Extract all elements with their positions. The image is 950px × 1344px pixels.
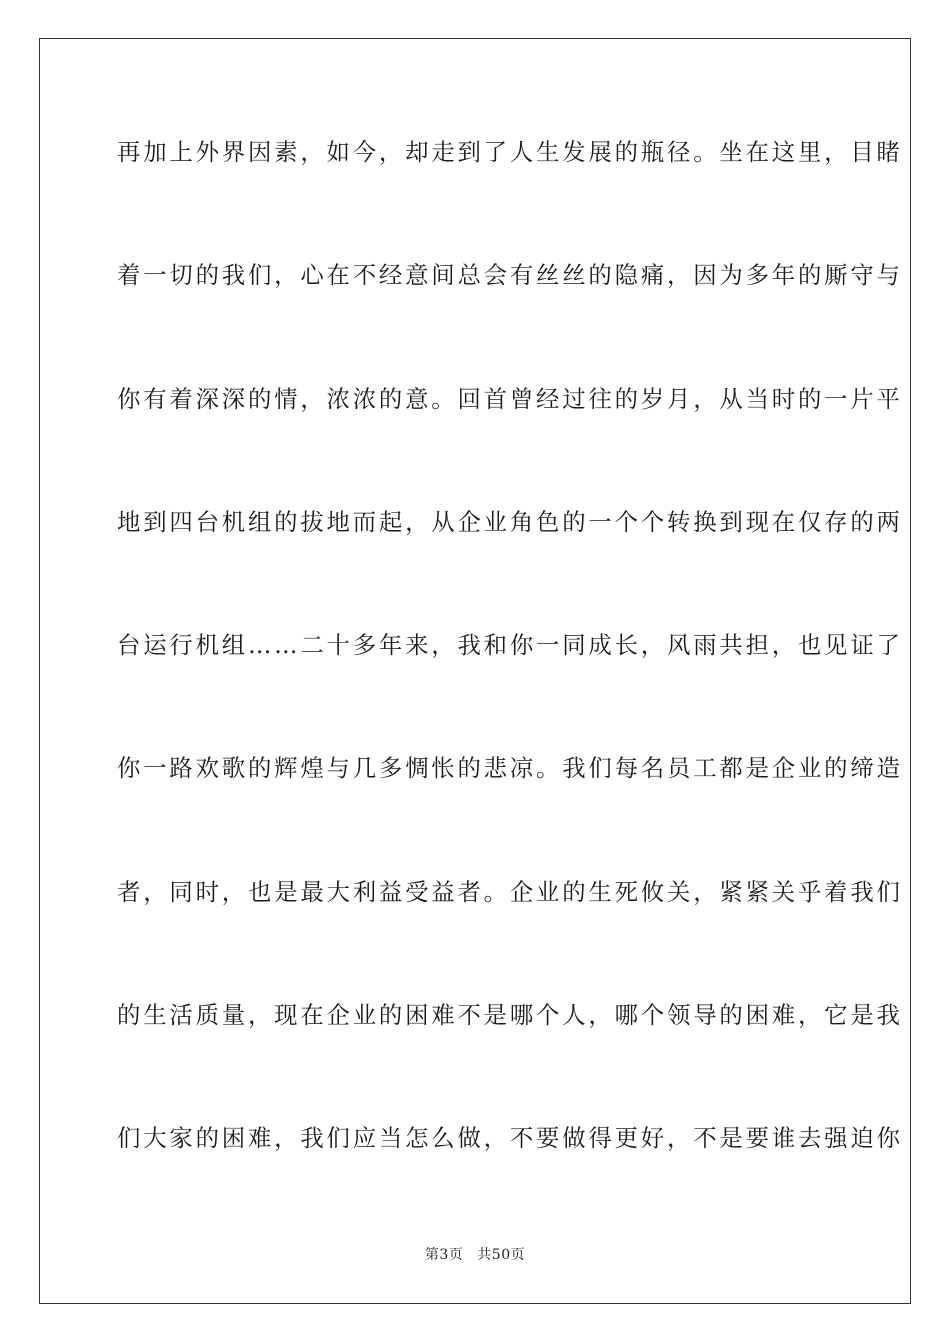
text-line-6: 你一路欢歌的辉煌与几多惆怅的悲凉。我们每名员工都是企业的缔造	[117, 754, 903, 783]
text-line-2: 着一切的我们，心在不经意间总会有丝丝的隐痛，因为多年的厮守与	[117, 261, 903, 290]
text-line-8: 的生活质量，现在企业的困难不是哪个人，哪个领导的困难，它是我	[117, 1001, 903, 1030]
text-line-4: 地到四台机组的拔地而起，从企业角色的一个个转换到现在仅存的两	[117, 507, 903, 536]
page-total: 共50页	[477, 1247, 526, 1263]
document-body	[117, 127, 903, 1237]
page-number: 第3页	[424, 1247, 464, 1263]
text-line-9: 们大家的困难，我们应当怎么做，不要做得更好，不是要谁去强迫你	[117, 1124, 903, 1153]
text-line-7: 者，同时，也是最大利益受益者。企业的生死攸关，紧紧关乎着我们	[117, 877, 903, 906]
text-line-5: 台运行机组……二十多年来，我和你一同成长，风雨共担，也见证了	[117, 631, 903, 660]
text-line-1: 再加上外界因素，如今，却走到了人生发展的瓶径。坐在这里，目睹	[117, 138, 903, 166]
text-line-3: 你有着深深的情，浓浓的意。回首曾经过往的岁月，从当时的一片平	[117, 384, 903, 413]
page-footer	[0, 1244, 950, 1264]
